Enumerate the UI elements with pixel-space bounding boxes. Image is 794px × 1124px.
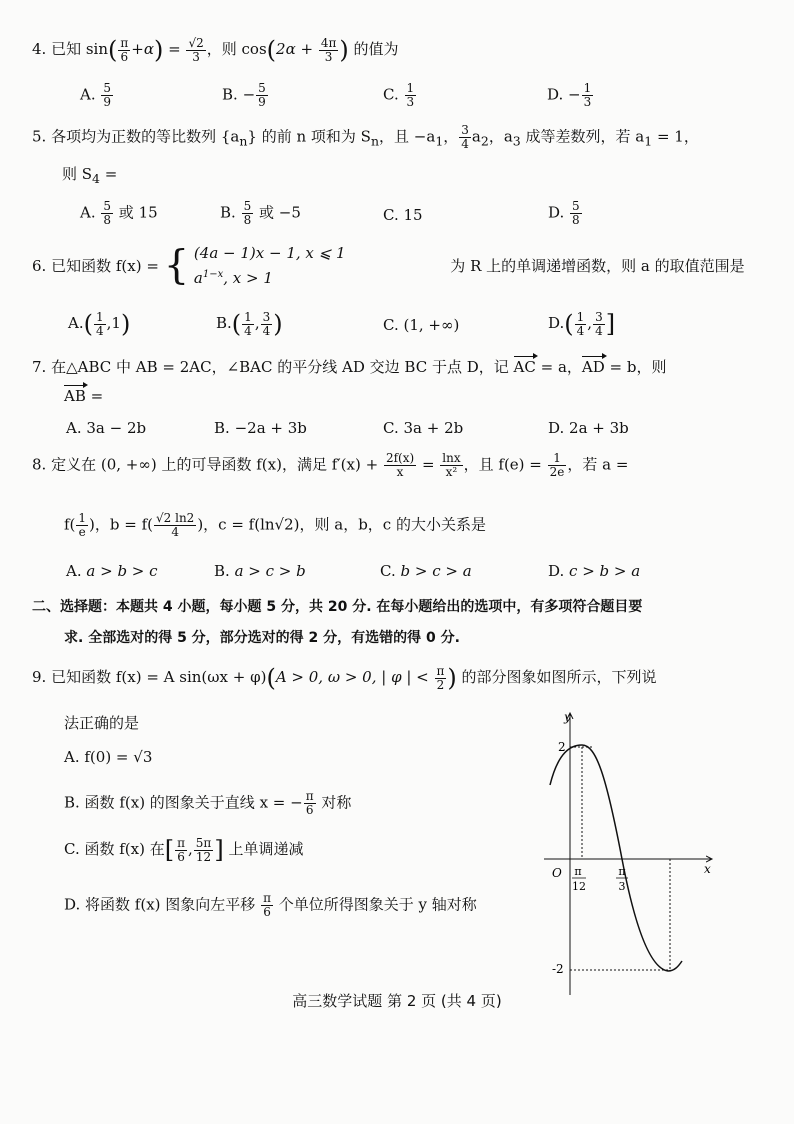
tick-pi-12-num: π	[574, 865, 582, 878]
q8-option-b[interactable]: B. a > c > b	[214, 562, 306, 580]
q4-option-d[interactable]: D. − $\frac{1}{3}$	[547, 81, 592, 109]
question-5-stem: 5. 各项均为正数的等比数列 $\{a_n\}$ 的前 n 项和为 $S_n$，且 $-a_1$， $\frac{3}{4}$ $a_2$，$a_3$ 成等差数列，若 $a_1 = 1$，	[32, 123, 699, 151]
fraction: $\frac{\pi}{6}$	[120, 35, 129, 64]
tick-pi-3-den: 3	[618, 880, 626, 893]
piecewise-cases: (4a − 1)x − 1, x ⩽ 1 $a^{1-x}$, x > 1	[193, 244, 346, 287]
q8-option-d[interactable]: D. c > b > a	[548, 562, 641, 580]
q6-option-b[interactable]: B.( $\frac{1}{4}$ , $\frac{3}{4}$ )	[216, 309, 283, 338]
section-2-instructions: 求. 全部选对的得 5 分，部分选对的得 2 分，有选错的得 0 分.	[64, 630, 460, 646]
q9-option-c[interactable]: C. 函数 f(x) 在[ $\frac{\pi}{6}$ , $\frac{5\pi}{12}$ ] 上单调递减	[64, 835, 304, 864]
fraction: $\frac{4\pi}{3}$	[320, 35, 337, 64]
y-axis-label: y	[564, 710, 571, 724]
x-axis-label: x	[704, 862, 711, 876]
q6-option-d[interactable]: D.( $\frac{1}{4}$ , $\frac{3}{4}$ ]	[548, 309, 616, 338]
q7-option-d[interactable]: D. 2a + 3b	[548, 419, 629, 437]
q4-option-b[interactable]: B. − $\frac{5}{9}$	[222, 81, 266, 109]
q7-option-c[interactable]: C. 3a + 2b	[383, 419, 464, 437]
section-2-heading: 二、选择题：本题共 4 小题，每小题 5 分，共 20 分. 在每小题给出的选项中，有多项符合题目要	[32, 599, 643, 615]
question-8-stem-2: f( $\frac{1}{e}$ )，b = f( $\frac{√2 \ln 2}{4}$ )，c = f(ln√2)，则 a，b，c 的大小关系是	[64, 511, 486, 539]
question-4-stem: 4. 已知 sin( $\frac{\pi}{6}$ +α) = $\frac{√2}{3}$ ，则 cos(2α + $\frac{4\pi}{3}$ ) 的值为	[32, 35, 399, 64]
q4-option-a[interactable]: A. $\frac{5}{9}$	[80, 81, 112, 109]
q6-option-c[interactable]: C. (1, +∞)	[383, 316, 460, 334]
q9-option-b[interactable]: B. 函数 f(x) 的图象关于直线 x = − $\frac{\pi}{6}$ 对称	[64, 789, 352, 817]
q5-option-d[interactable]: D. $\frac{5}{8}$	[548, 199, 580, 227]
question-5-stem-2: 则 $S_4$ =	[62, 165, 118, 186]
q9-option-d[interactable]: D. 将函数 f(x) 图象向左平移 $\frac{\pi}{6}$ 个单位所得图象关于 y 轴对称	[64, 891, 477, 919]
y-min-label: -2	[552, 962, 564, 976]
page-footer: 高三数学试题 第 2 页 (共 4 页)	[292, 992, 502, 1010]
q6-option-a[interactable]: A.( $\frac{1}{4}$ ,1)	[68, 309, 131, 338]
q5-option-a[interactable]: A. $\frac{5}{8}$ 或 15	[80, 199, 158, 227]
y-max-label: 2	[558, 740, 566, 754]
q4-option-c[interactable]: C. $\frac{1}{3}$	[383, 81, 415, 109]
question-9-stem-2: 法正确的是	[64, 714, 140, 732]
question-7-stem: 7. 在△ABC 中 AB = 2AC，∠BAC 的平分线 AD 交边 BC 于点 D，记 AC = a，AD = b，则	[32, 358, 667, 376]
q5-option-b[interactable]: B. $\frac{5}{8}$ 或 −5	[220, 199, 301, 227]
q4-text: 4. 已知 sin	[32, 40, 109, 58]
question-9-stem: 9. 已知函数 f(x) = A sin(ωx + φ)(A > 0, ω > 0, | φ | < $\frac{\pi}{2}$ ) 的部分图象如图所示，下列说	[32, 663, 657, 692]
question-7-stem-2: AB =	[64, 387, 104, 405]
question-6-stem: 6. 已知函数 f(x) = { (4a − 1)x − 1, x ⩽ 1 $a^{1-x}$, x > 1 为 R 上的单调递增函数，则 a 的取值范围是	[32, 242, 745, 289]
origin-label: O	[552, 866, 562, 880]
q7-option-b[interactable]: B. −2a + 3b	[214, 419, 307, 437]
tick-pi-3-num: π	[618, 865, 626, 878]
fraction: $\frac{√2}{3}$	[188, 35, 204, 64]
q7-option-a[interactable]: A. 3a − 2b	[66, 419, 147, 437]
q5-option-c[interactable]: C. 15	[383, 206, 423, 224]
q9-option-a[interactable]: A. f(0) = √3	[64, 748, 153, 766]
question-8-stem: 8. 定义在 (0, +∞) 上的可导函数 f(x)，满足 f′(x) + $\frac{2f(x)}{x}$ = $\frac{\ln x}{\text{x²}}$ ，且 f(e) = $\frac{1}{2e}$ ，若 a =	[32, 451, 629, 479]
sine-graph	[530, 705, 730, 1000]
tick-pi-12-den: 12	[572, 880, 586, 893]
q8-option-c[interactable]: C. b > c > a	[380, 562, 472, 580]
q8-option-a[interactable]: A. a > b > c	[66, 562, 158, 580]
